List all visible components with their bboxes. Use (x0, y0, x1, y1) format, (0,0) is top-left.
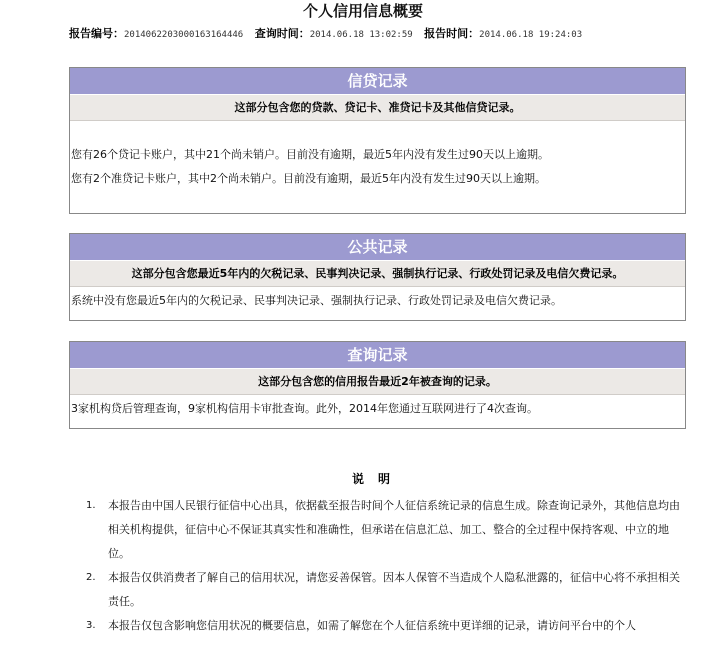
report-time-label: 报告时间： (424, 27, 480, 40)
notes-title: 说明 (351, 472, 404, 486)
query-time-label: 查询时间： (254, 27, 310, 40)
query-time-value: 2014.06.18 13:02:59 (309, 30, 413, 40)
section-credit-subtitle: 这部分包含您的贷款、贷记卡、准贷记卡及其他信贷记录。 (70, 94, 685, 121)
query-line: 3家机构贷后管理查询，9家机构信用卡审批查询。此外，2014年您通过互联网进行了4次查询。 (71, 402, 538, 415)
section-credit-title: 信贷记录 (70, 68, 685, 94)
section-credit-body (70, 121, 685, 191)
note-item (86, 614, 688, 638)
report-no-label: 报告编号： (69, 27, 124, 40)
report-time-value: 2014.06.18 19:24:03 (479, 30, 583, 40)
credit-line-card: 您有26个贷记卡账户，其中21个尚未销户。目前没有逾期，最近5年内没有发生过90天以上逾期。 (71, 148, 549, 161)
note-number: 3. (86, 620, 96, 631)
section-credit-records (69, 67, 686, 214)
section-public-subtitle: 这部分包含您最近5年内的欠税记录、民事判决记录、强制执行记录、行政处罚记录及电信欠费记录。 (70, 260, 685, 287)
section-query-records (69, 341, 686, 429)
report-no-value: 2014062203000163164446 (124, 30, 244, 40)
section-public-records (69, 233, 686, 321)
section-query-body (70, 395, 685, 419)
page-title: 个人信用信息概要 (302, 2, 423, 20)
section-public-body (70, 287, 685, 311)
note-number: 1. (86, 500, 96, 511)
note-item (86, 494, 688, 566)
credit-line-semi-card: 您有2个准贷记卡账户，其中2个尚未销户。目前没有逾期，最近5年内没有发生过90天以上逾期。 (71, 172, 546, 185)
notes-list (86, 494, 688, 638)
report-meta (69, 26, 709, 42)
note-text: 本报告由中国人民银行征信中心出具，依据截至报告时间个人征信系统记录的信息生成。除查询记录外，其他信息均由相关机构提供，征信中心不保证其真实性和准确性，但承诺在信息汇总、加工、整合的全过程中保持客观、中立的地位。 (108, 499, 680, 560)
section-public-title: 公共记录 (70, 234, 685, 260)
note-text: 本报告仅供消费者了解自己的信用状况，请您妥善保管。因本人保管不当造成个人隐私泄露的，征信中心将不承担相关责任。 (108, 571, 680, 608)
note-number: 2. (86, 572, 96, 583)
public-line: 系统中没有您最近5年内的欠税记录、民事判决记录、强制执行记录、行政处罚记录及电信欠费记录。 (71, 294, 562, 307)
note-text: 本报告仅包含影响您信用状况的概要信息，如需了解您在个人征信系统中更详细的记录，请访问平台中的个人 (108, 619, 636, 632)
note-item (86, 566, 688, 614)
section-query-subtitle: 这部分包含您的信用报告最近2年被查询的记录。 (70, 368, 685, 395)
section-query-title: 查询记录 (70, 342, 685, 368)
